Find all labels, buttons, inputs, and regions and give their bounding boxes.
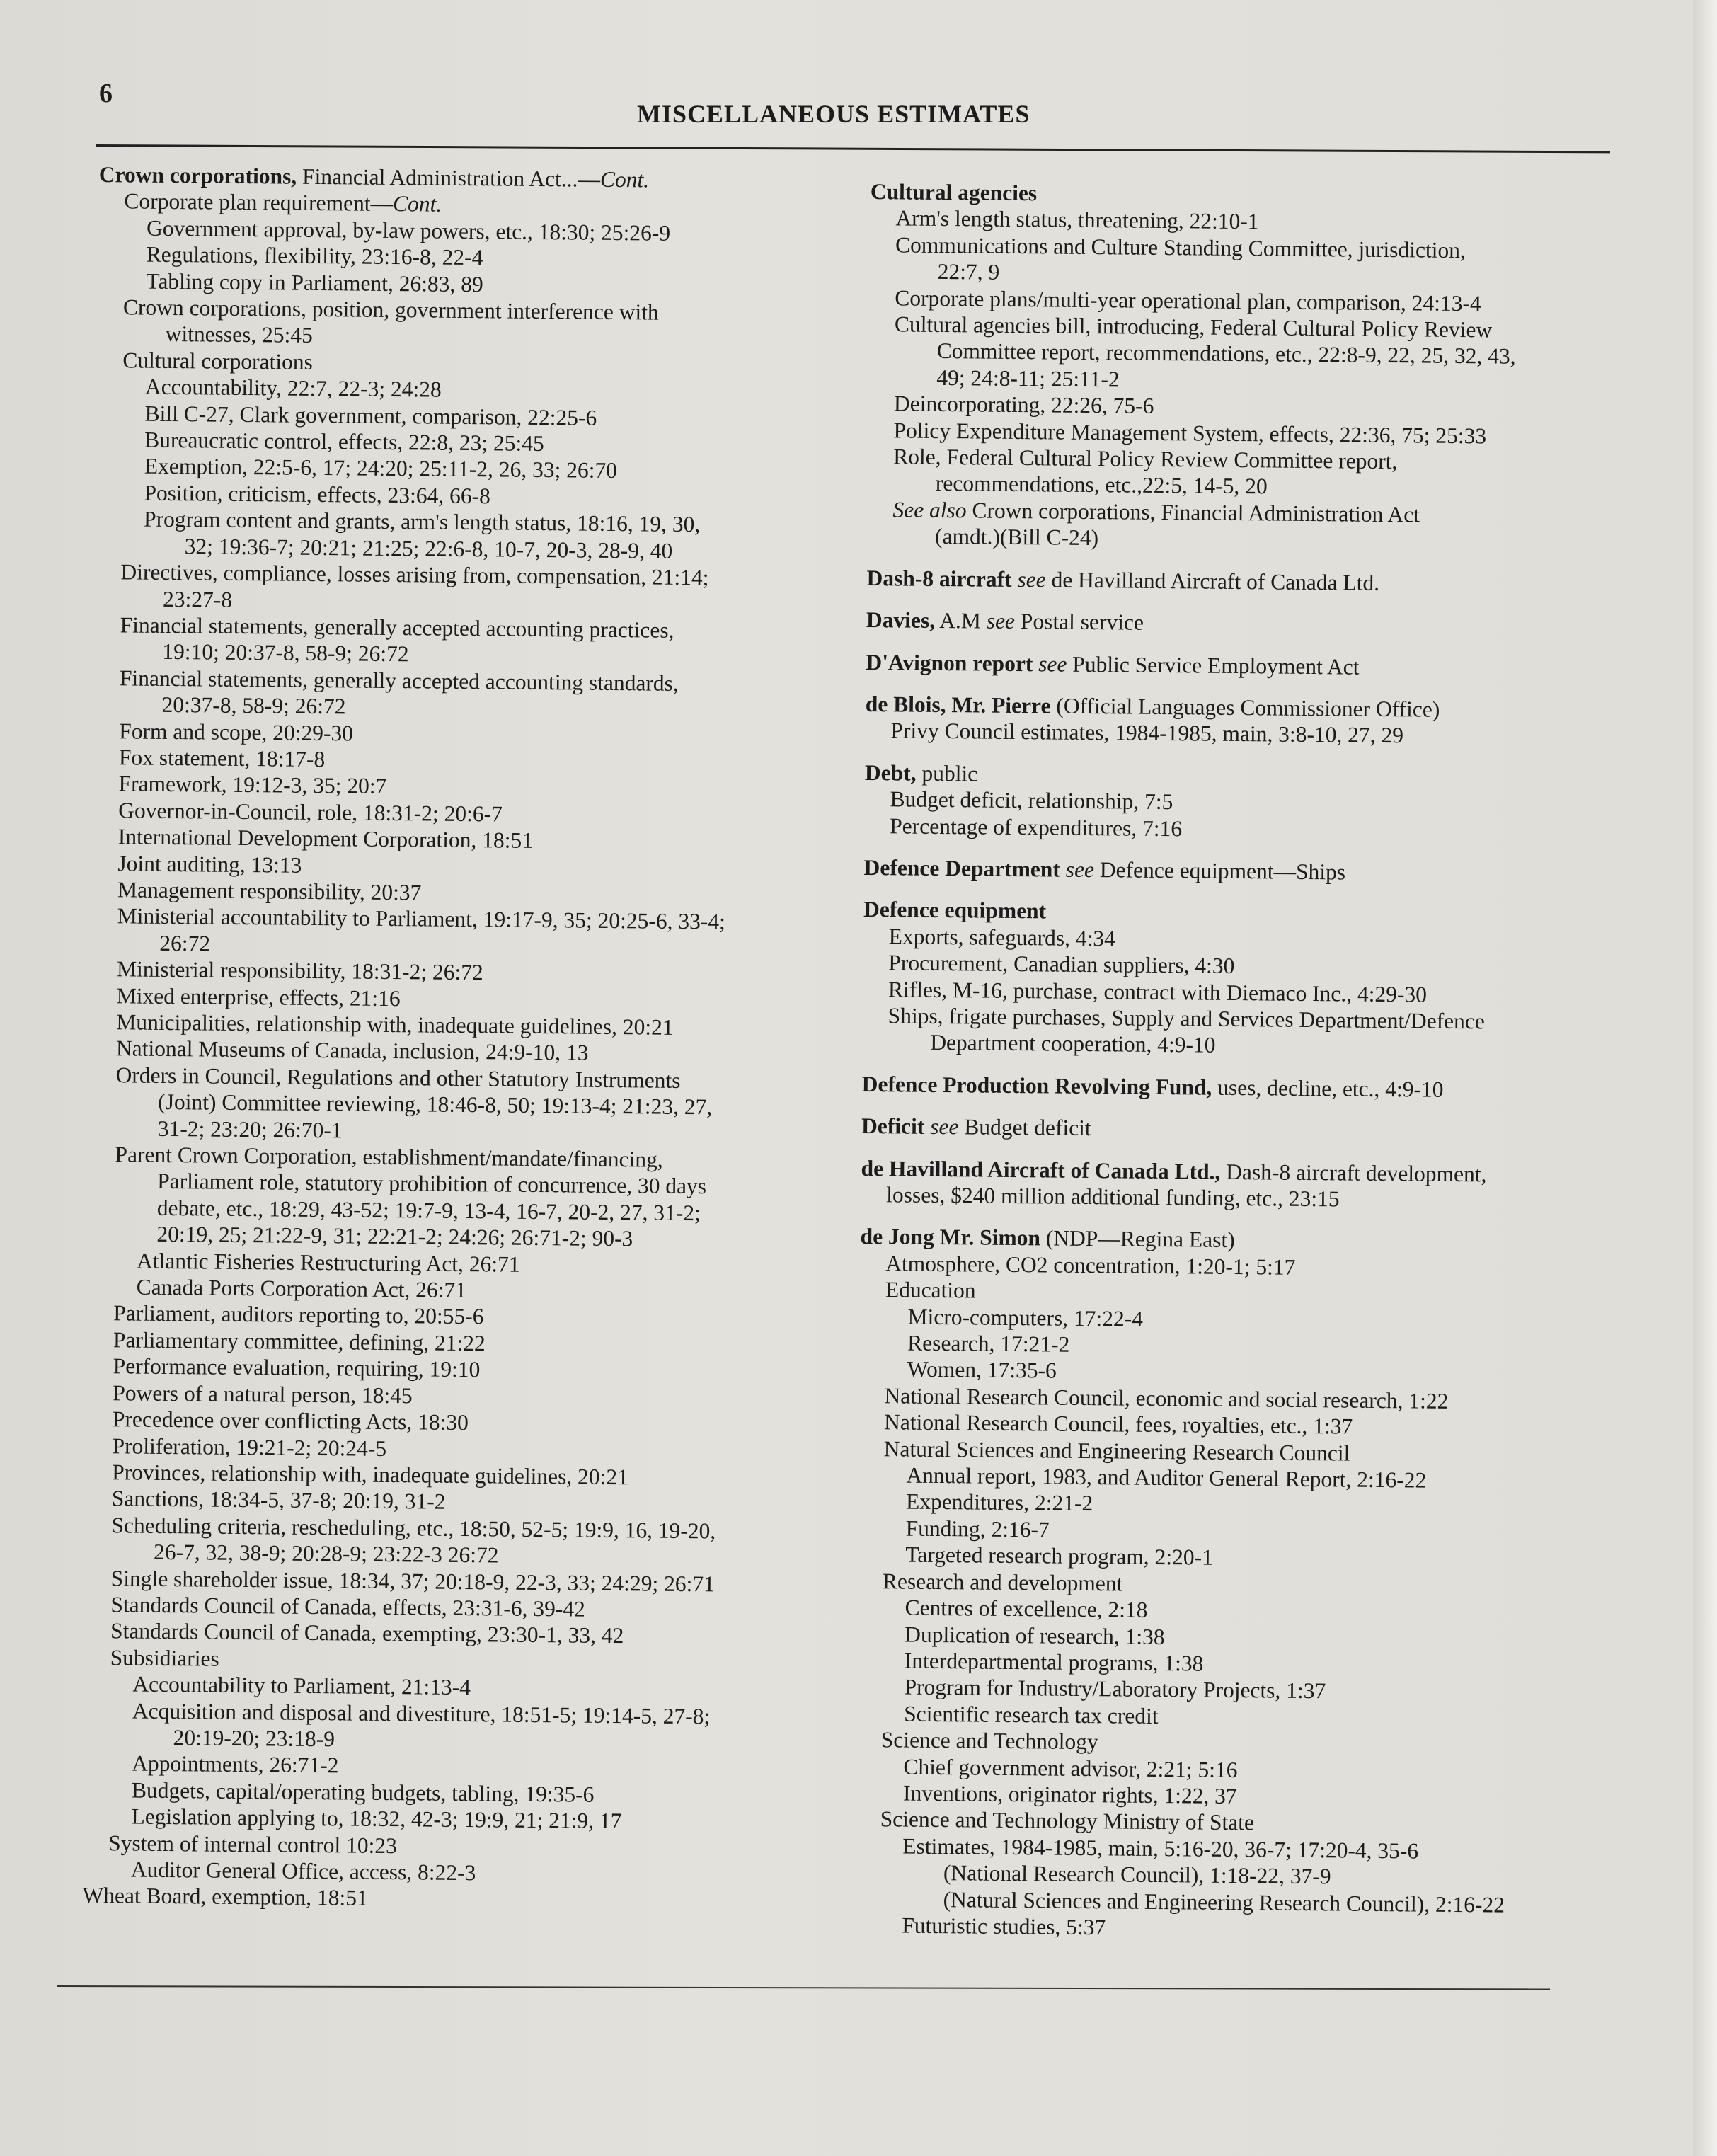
index-text: Directives, compliance, losses arising from, compensation, 21:14; — [120, 559, 709, 590]
index-text: Legislation applying to, 18:32, 42-3; 19:9, 21; 21:9, 17 — [131, 1804, 622, 1834]
index-text: Cultural agencies bill, introducing, Federal Cultural Policy Review — [894, 311, 1493, 343]
index-text: Regulations, flexibility, 23:16-8, 22-4 — [146, 241, 483, 270]
index-text: (amdt.)(Bill C-24) — [934, 524, 1099, 551]
index-term: Deficit — [861, 1113, 925, 1139]
index-text: Program content and grants, arm's length status, 18:16, 19, 30, — [143, 506, 701, 537]
index-text: Department cooperation, 4:9-10 — [930, 1030, 1216, 1058]
index-text: National Research Council, fees, royalties, etc., 1:37 — [883, 1409, 1353, 1439]
index-heading-entry — [863, 854, 1635, 888]
index-term: de Jong Mr. Simon — [860, 1224, 1041, 1251]
index-text: Provinces, relationship with, inadequate guidelines, 20:21 — [112, 1460, 628, 1490]
index-text: Parent Crown Corporation, establishment/mandate/financing, — [115, 1142, 663, 1172]
index-text: Governor-in-Council, role, 18:31-2; 20:6-7 — [118, 798, 503, 827]
index-text: Funding, 2:16-7 — [905, 1515, 1050, 1542]
index-text: Exemption, 22:5-6, 17; 24:20; 25:11-2, 26, 33; 26:70 — [144, 454, 618, 483]
index-text: Standards Council of Canada, exempting, 23:30-1, 33, 42 — [110, 1618, 624, 1648]
index-text: 20:19, 25; 21:22-9, 31; 22:21-2; 24:26; 26:71-2; 90-3 — [156, 1222, 633, 1251]
index-term: Debt, — [864, 759, 917, 786]
index-text: Micro-computers, 17:22-4 — [907, 1304, 1144, 1331]
index-text: Financial Administration Act...— — [297, 164, 601, 192]
index-text: 49; 24:8-11; 25:11-2 — [936, 365, 1120, 392]
running-head-title: MISCELLANEOUS ESTIMATES — [637, 100, 1030, 128]
index-term: Defence equipment — [863, 897, 1047, 924]
index-text: 23:27-8 — [162, 586, 233, 612]
index-heading-entry — [862, 1071, 1633, 1105]
index-text: Bill C-27, Clark government, comparison, 22:25-6 — [144, 401, 597, 430]
index-text: Atmosphere, CO2 concentration, 1:20-1; 5:17 — [885, 1251, 1296, 1280]
index-text: Ships, frigate purchases, Supply and Services Department/Defence — [888, 1003, 1486, 1034]
index-text: Public Service Employment Act — [1067, 651, 1360, 680]
index-text: Committee report, recommendations, etc., 22:8-9, 22, 25, 32, 43, — [936, 338, 1516, 369]
index-italic: Cont. — [599, 166, 650, 193]
index-text: witnesses, 25:45 — [165, 321, 314, 348]
index-text: Budget deficit — [958, 1114, 1091, 1141]
index-text: Targeted research program, 2:20-1 — [905, 1542, 1214, 1571]
index-text: (Official Languages Commissioner Office) — [1050, 693, 1440, 722]
index-text: Chief government advisor, 2:21; 5:16 — [903, 1754, 1238, 1782]
index-text: Role, Federal Cultural Policy Review Committee report, — [893, 444, 1398, 474]
index-text: Ministerial responsibility, 18:31-2; 26:72 — [116, 956, 483, 985]
index-text: Single shareholder issue, 18:34, 37; 20:18-9, 22-3, 33; 24:29; 26:71 — [110, 1565, 715, 1596]
index-text: A.M — [934, 607, 987, 633]
index-text: 26:72 — [159, 930, 211, 956]
index-text: Accountability, 22:7, 22-3; 24:28 — [144, 374, 442, 402]
index-text: Wheat Board, exemption, 18:51 — [82, 1883, 368, 1911]
index-text: Cultural corporations — [122, 348, 314, 374]
index-text: Program for Industry/Laboratory Projects, 1:37 — [904, 1674, 1326, 1704]
index-text: Precedence over conflicting Acts, 18:30 — [112, 1406, 469, 1435]
index-text: (National Research Council), 1:18-22, 37-9 — [943, 1860, 1331, 1889]
index-italic: see — [1017, 566, 1046, 592]
index-text: uses, decline, etc., 4:9-10 — [1212, 1074, 1444, 1102]
index-text: Annual report, 1983, and Auditor General Report, 2:16-22 — [906, 1462, 1427, 1493]
index-text: International Development Corporation, 18:51 — [117, 824, 534, 854]
index-heading-entry — [866, 648, 1637, 682]
index-text: Defence equipment—Ships — [1093, 857, 1346, 885]
index-text: Science and Technology — [880, 1727, 1098, 1755]
index-text: Inventions, originator rights, 1:22, 37 — [902, 1780, 1237, 1809]
index-italic: Cont. — [392, 191, 442, 217]
index-text: Centres of excellence, 2:18 — [905, 1595, 1148, 1622]
index-italic: see — [986, 608, 1016, 634]
index-text: Scheduling criteria, rescheduling, etc., 18:50, 52-5; 19:9, 16, 19-20, — [111, 1512, 716, 1544]
index-text: Arm's length status, threatening, 22:10-1 — [895, 205, 1259, 234]
index-text: 20:19-20; 23:18-9 — [173, 1725, 335, 1752]
index-text: losses, $240 million additional funding, etc., 23:15 — [886, 1182, 1340, 1212]
index-text: Financial statements, generally accepted accounting standards, — [119, 665, 679, 696]
index-text: recommendations, etc.,22:5, 14-5, 20 — [935, 471, 1268, 499]
index-column-right — [854, 178, 1642, 1946]
index-text: Parliament, auditors reporting to, 20:55-6 — [113, 1300, 484, 1329]
index-term: Cultural agencies — [870, 178, 1038, 206]
index-text: Education — [885, 1277, 976, 1303]
index-text: 22:7, 9 — [937, 259, 1000, 285]
index-text: Postal service — [1014, 609, 1144, 635]
index-text: Deincorporating, 22:26, 75-6 — [893, 391, 1154, 419]
index-heading-entry — [861, 1113, 1633, 1147]
index-text: Crown corporations, Financial Administration Act — [966, 498, 1420, 527]
index-text: Crown corporations, position, government interference with — [122, 294, 659, 325]
index-text: Expenditures, 2:21-2 — [905, 1489, 1093, 1516]
index-text: Interdepartmental programs, 1:38 — [904, 1648, 1204, 1676]
index-text: Proliferation, 19:21-2; 20:24-5 — [112, 1433, 387, 1461]
index-term: Defence Production Revolving Fund, — [861, 1071, 1212, 1100]
index-text: Futuristic studies, 5:37 — [902, 1913, 1106, 1940]
index-text: Percentage of expenditures, 7:16 — [890, 813, 1183, 841]
page-edge — [1693, 0, 1717, 2156]
index-text: Duplication of research, 1:38 — [905, 1622, 1165, 1649]
page-number: 6 — [99, 79, 113, 108]
index-text: (Joint) Committee reviewing, 18:46-8, 50; 19:13-4; 21:23, 27, — [158, 1089, 713, 1120]
index-text: Joint auditing, 13:13 — [117, 850, 302, 878]
index-text: Procurement, Canadian suppliers, 4:30 — [888, 950, 1235, 979]
index-text: 19:10; 20:37-8, 58-9; 26:72 — [162, 639, 409, 667]
index-text: Position, criticism, effects, 23:64, 66-8 — [144, 480, 491, 509]
index-text: Bureaucratic control, effects, 22:8, 23; 25:45 — [144, 427, 544, 457]
index-text: Acquisition and disposal and divestiture, 18:51-5; 19:14-5, 27-8; — [132, 1698, 711, 1728]
index-text: Parliament role, statutory prohibition of concurrence, 30 days — [157, 1169, 707, 1199]
index-term: Davies, — [866, 607, 936, 633]
index-italic: see — [1038, 650, 1067, 677]
index-text: debate, etc., 18:29, 43-52; 19:7-9, 13-4, 16-7, 20-2, 27, 31-2; — [156, 1195, 701, 1226]
index-term: Dash-8 aircraft — [866, 565, 1012, 592]
index-text: Estimates, 1984-1985, main, 5:16-20, 36-7; 17:20-4, 35-6 — [902, 1833, 1419, 1864]
index-text: Women, 17:35-6 — [907, 1357, 1057, 1384]
index-text: Budget deficit, relationship, 7:5 — [890, 786, 1173, 815]
index-term: de Havilland Aircraft of Canada Ltd., — [861, 1155, 1221, 1184]
index-text: Corporate plans/multi-year operational plan, comparison, 24:13-4 — [895, 285, 1481, 316]
index-text: (NDP—Regina East) — [1040, 1225, 1235, 1253]
index-text: Appointments, 26:71-2 — [132, 1750, 339, 1778]
index-text: Privy Council estimates, 1984-1985, main, 3:8-10, 27, 29 — [890, 718, 1404, 748]
index-text: Sanctions, 18:34-5, 37-8; 20:19, 31-2 — [111, 1486, 446, 1515]
index-text: Auditor General Office, access, 8:22-3 — [130, 1857, 476, 1886]
index-italic: See also — [892, 497, 967, 523]
index-text: National Research Council, economic and social research, 1:22 — [884, 1383, 1449, 1414]
index-text: public — [916, 760, 978, 786]
index-text: 20:37-8, 58-9; 26:72 — [161, 692, 346, 719]
index-text: Canada Ports Corporation Act, 26:71 — [136, 1274, 467, 1303]
index-term: D'Avignon report — [866, 649, 1033, 676]
index-heading-entry — [866, 565, 1638, 599]
index-text: Orders in Council, Regulations and other Statutory Instruments — [115, 1062, 681, 1093]
index-text: Scientific research tax credit — [904, 1701, 1159, 1728]
index-text: Accountability to Parliament, 21:13-4 — [132, 1671, 471, 1700]
index-term: de Blois, Mr. Pierre — [865, 691, 1051, 718]
index-text: de Havilland Aircraft of Canada Ltd. — [1045, 567, 1380, 595]
index-text: Management responsibility, 20:37 — [117, 877, 422, 905]
index-text: Municipalities, relationship with, inadequate guidelines, 20:21 — [116, 1009, 674, 1040]
index-text: Science and Technology Ministry of State — [880, 1806, 1255, 1835]
index-text: Financial statements, generally accepted accounting practices, — [120, 612, 674, 643]
index-text: Corporate plan requirement— — [124, 188, 394, 217]
index-text: 31-2; 23:20; 26:70-1 — [157, 1116, 343, 1142]
index-text: System of internal control 10:23 — [108, 1830, 398, 1858]
index-text: Policy Expenditure Management System, effects, 22:36, 75; 25:33 — [893, 417, 1487, 449]
index-term: Crown corporations, — [98, 161, 297, 189]
index-text: Form and scope, 20:29-30 — [119, 718, 354, 746]
index-text: Standards Council of Canada, effects, 23:31-6, 39-42 — [110, 1592, 585, 1622]
index-text: Subsidiaries — [110, 1644, 219, 1671]
index-text: Powers of a natural person, 18:45 — [113, 1380, 413, 1409]
index-text: Atlantic Fisheries Restructuring Act, 26:71 — [136, 1248, 520, 1277]
index-column-left — [82, 161, 832, 1916]
index-text: Exports, safeguards, 4:34 — [888, 924, 1116, 951]
index-text: National Museums of Canada, inclusion, 24:9-10, 13 — [115, 1036, 589, 1066]
index-text: Fox statement, 18:17-8 — [118, 745, 326, 772]
index-text: Government approval, by-law powers, etc., 18:30; 25:26-9 — [146, 215, 671, 246]
index-text: (Natural Sciences and Engineering Research Council), 2:16-22 — [943, 1886, 1505, 1917]
index-text: Performance evaluation, requiring, 19:10 — [113, 1353, 481, 1382]
index-text: Budgets, capital/operating budgets, tabling, 19:35-6 — [131, 1777, 595, 1807]
index-italic: see — [930, 1114, 959, 1140]
index-text: Framework, 19:12-3, 35; 20:7 — [118, 771, 387, 799]
index-heading-entry — [866, 607, 1638, 641]
index-text: Research, 17:21-2 — [907, 1330, 1070, 1357]
index-term: Defence Department — [863, 854, 1061, 882]
index-italic: see — [1065, 856, 1095, 883]
index-text: Mixed enterprise, effects, 21:16 — [116, 982, 401, 1011]
index-text: Parliamentary committee, defining, 21:22 — [113, 1327, 486, 1356]
index-text: Tabling copy in Parliament, 26:83, 89 — [146, 268, 483, 297]
index-text: Dash-8 aircraft development, — [1220, 1159, 1487, 1187]
index-text: Communications and Culture Standing Committee, jurisdiction, — [895, 232, 1466, 263]
index-text: 32; 19:36-7; 20:21; 21:25; 22:6-8, 10-7, 20-3, 28-9, 40 — [184, 533, 673, 563]
index-text: Natural Sciences and Engineering Research Council — [883, 1435, 1350, 1466]
index-text: Research and development — [882, 1568, 1123, 1596]
index-text: Ministerial accountability to Parliament, 19:17-9, 35; 20:25-6, 33-4; — [117, 903, 726, 934]
index-text: Rifles, M-16, purchase, contract with Diemaco Inc., 4:29-30 — [888, 976, 1428, 1007]
index-text: 26-7, 32, 38-9; 20:28-9; 23:22-3 26:72 — [153, 1539, 499, 1568]
